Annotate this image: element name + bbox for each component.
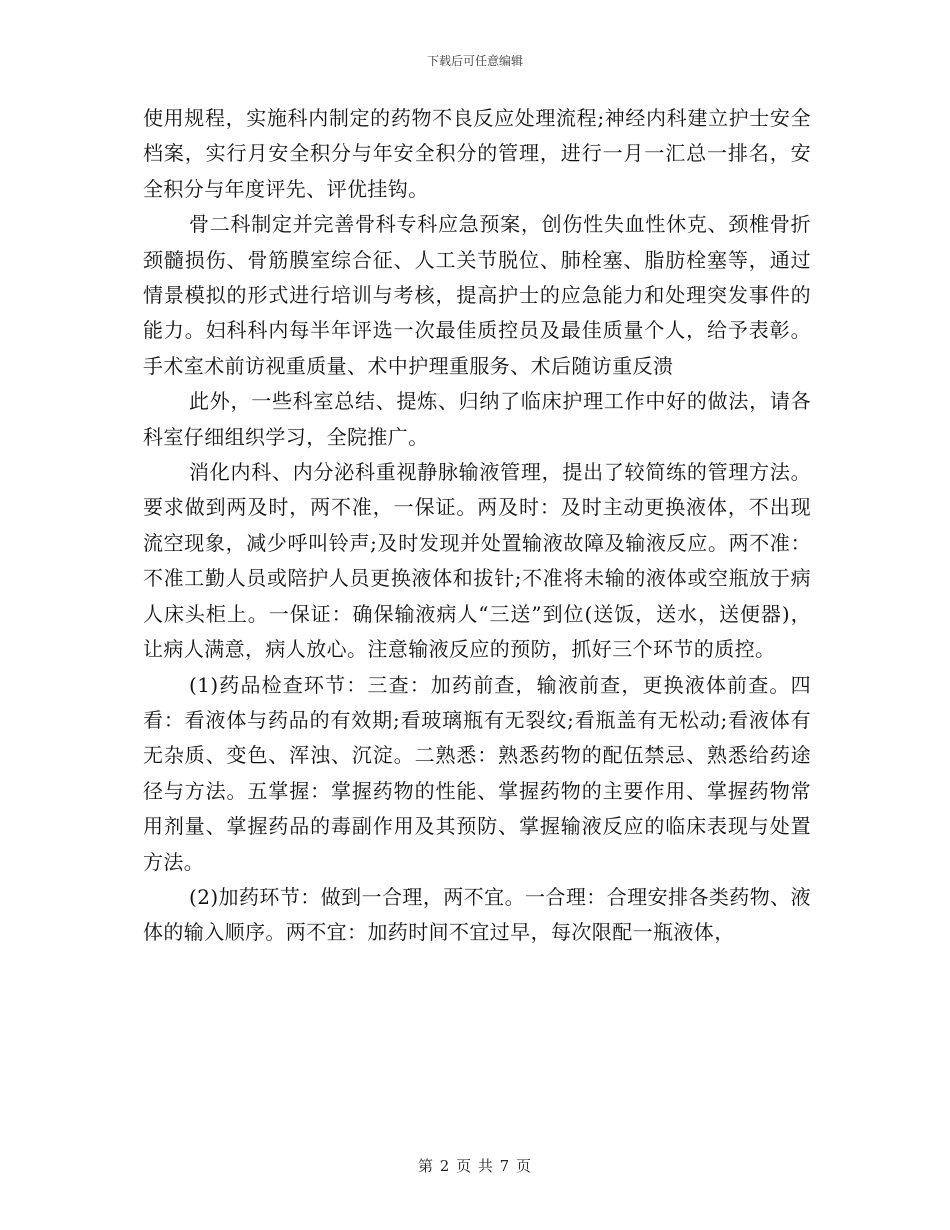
- page-header-note: 下载后可任意编辑: [426, 54, 523, 68]
- paragraph: 消化内科、内分泌科重视静脉输液管理，提出了较简练的管理方法。要求做到两及时，两不准，一保证。两及时：及时主动更换液体，不出现流空现象，减少呼叫铃声;及时发现并处置输液故障及输液反应。两不准：不准工勤人员或陪护人员更换液体和拔针;不准将未输的液体或空瓶放于病人床头柜上。一保证：确保输液病人“三送”到位(送饭，送水，送便器)，让病人满意，病人放心。注意输液反应的预防，抓好三个环节的质控。: [143, 460, 811, 662]
- paragraph: (1)药品检查环节：三查：加药前查，输液前查，更换液体前查。四看：看液体与药品的有效期;看玻璃瓶有无裂纹;看瓶盖有无松动;看液体有无杂质、变色、浑浊、沉淀。二熟悉：熟悉药物的配伍禁忌、熟悉给药途径与方法。五掌握：掌握药物的性能、掌握药物的主要作用、掌握药物常用剂量、掌握药品的毒副作用及其预防、掌握输液反应的临床表现与处置方法。: [143, 672, 811, 874]
- paragraph: 使用规程，实施科内制定的药物不良反应处理流程;神经内科建立护士安全档案，实行月安全积分与年安全积分的管理，进行一月一汇总一排名，安全积分与年度评先、评优挂钩。: [143, 106, 811, 201]
- paragraph: (2)加药环节：做到一合理，两不宜。一合理：合理安排各类药物、液体的输入顺序。两不宜：加药时间不宜过早，每次限配一瓶液体，: [143, 884, 811, 945]
- document-body: [143, 101, 811, 951]
- paragraph: 骨二科制定并完善骨科专科应急预案，创伤性失血性休克、颈椎骨折颈髓损伤、骨筋膜室综合征、人工关节脱位、肺栓塞、脂肪栓塞等，通过情景模拟的形式进行培训与考核，提高护士的应急能力和处理突发事件的能力。妇科科内每半年评选一次最佳质控员及最佳质量个人，给予表彰。手术室术前访视重质量、术中护理重服务、术后随访重反溃: [143, 212, 811, 378]
- page-number: 第 2 页 共 7 页: [418, 1157, 532, 1175]
- paragraph: 此外，一些科室总结、提炼、归纳了临床护理工作中好的做法，请各科室仔细组织学习，全院推广。: [143, 389, 811, 449]
